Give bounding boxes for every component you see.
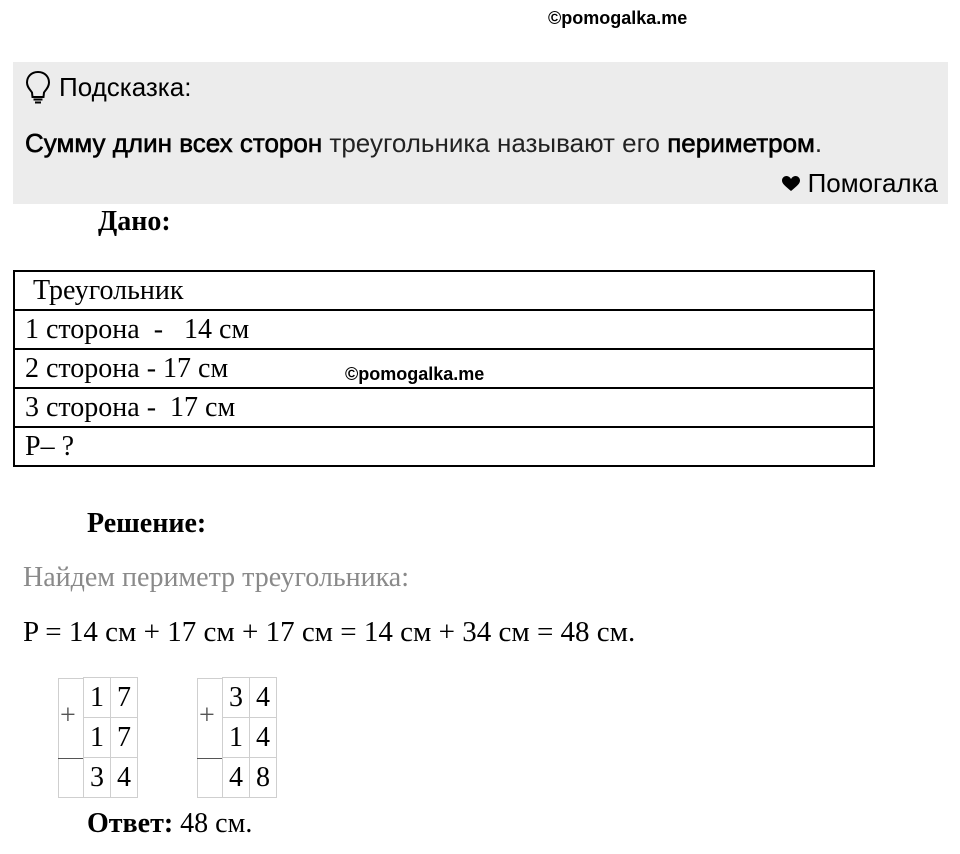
solution-label: Решение: <box>87 508 207 539</box>
hint-title <box>25 70 191 104</box>
hint-plain-text: треугольника называют его <box>322 128 668 158</box>
digit-cell: 8 <box>249 757 277 798</box>
hint-bold-phrase: Сумму длин всех сторон <box>25 128 323 158</box>
sum-line <box>197 758 223 759</box>
digit-grid <box>84 678 138 798</box>
table-cell: 2 сторона - 17 см <box>14 349 874 388</box>
answer-value: 48 см. <box>173 808 253 839</box>
answer-label: Ответ: <box>87 808 174 839</box>
digit-cell: 7 <box>110 717 138 758</box>
answer-line <box>87 808 252 840</box>
plus-sign: + <box>199 700 215 731</box>
hint-signature <box>782 168 938 199</box>
digit-cell: 4 <box>249 677 277 718</box>
solution-formula: P = 14 см + 17 см + 17 см = 14 см + 34 см = 48 см. <box>23 616 636 648</box>
digit-cell: 4 <box>249 717 277 758</box>
table-row <box>14 427 874 466</box>
digit-cell: 4 <box>110 757 138 798</box>
digit-cell: 3 <box>83 757 111 798</box>
signature-text: Помогалка <box>807 168 938 198</box>
hint-text <box>25 128 822 159</box>
calc-side <box>197 678 223 798</box>
digit-cell: 7 <box>110 677 138 718</box>
digit-cell: 1 <box>222 717 250 758</box>
solution-intro: Найдем периметр треугольника: <box>23 562 409 593</box>
digit-cell: 1 <box>83 717 111 758</box>
heart-icon <box>782 168 800 199</box>
table-row <box>14 310 874 349</box>
hint-box <box>13 62 948 204</box>
digit-cell: 4 <box>222 757 250 798</box>
table-cell: P– ? <box>14 427 874 466</box>
watermark-top: ©pomogalka.me <box>548 8 688 28</box>
table-row <box>14 271 874 310</box>
lightbulb-icon <box>25 70 51 104</box>
calc-side <box>58 678 84 798</box>
given-label: Дано: <box>98 206 171 237</box>
hint-title-text: Подсказка: <box>59 71 192 102</box>
watermark-middle: ©pomogalka.me <box>345 364 485 384</box>
digit-cell: 1 <box>83 677 111 718</box>
table-row <box>14 388 874 427</box>
table-cell: 1 сторона - 14 см <box>14 310 874 349</box>
table-cell: Треугольник <box>14 271 874 310</box>
digit-cell: 3 <box>222 677 250 718</box>
table-cell: 3 сторона - 17 см <box>14 388 874 427</box>
hint-end: . <box>814 128 823 158</box>
sum-line <box>58 758 84 759</box>
digit-grid <box>223 678 277 798</box>
plus-sign: + <box>60 700 76 731</box>
hint-bold-term: периметром <box>667 128 815 158</box>
